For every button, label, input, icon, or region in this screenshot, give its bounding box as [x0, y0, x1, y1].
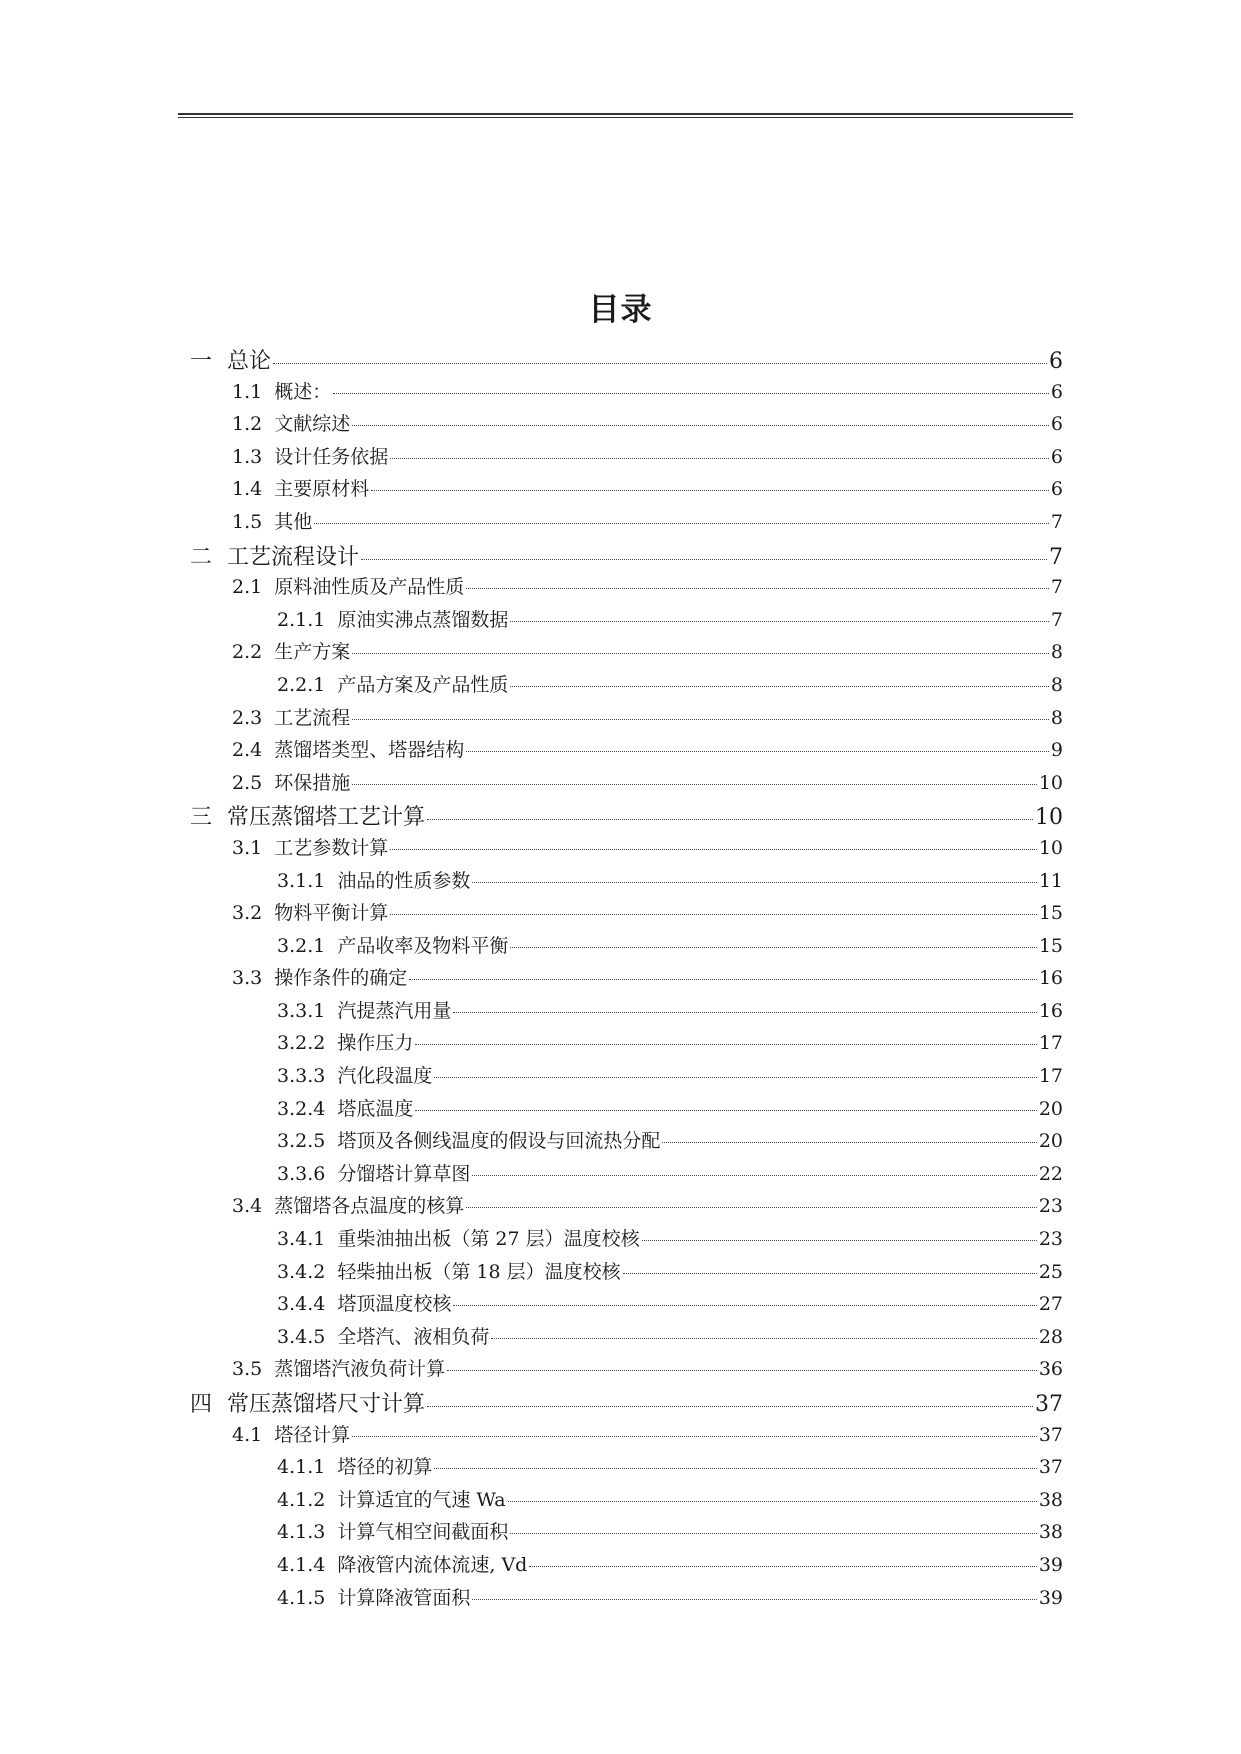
toc-page-number: 17 — [1038, 1032, 1063, 1055]
toc-dot-leader — [510, 621, 1049, 622]
toc-page-number: 8 — [1050, 641, 1063, 664]
toc-entry-title: 常压蒸馏塔尺寸计算 — [227, 1392, 426, 1417]
toc-dot-leader — [415, 1110, 1036, 1111]
toc-page-number: 36 — [1038, 1358, 1063, 1381]
toc-entry-number: 3.3.3 — [277, 1065, 326, 1088]
toc-dot-leader — [510, 947, 1036, 948]
toc-dot-leader — [434, 1077, 1036, 1078]
toc-entry-number: 二 — [190, 544, 213, 570]
toc-dot-leader — [314, 523, 1049, 524]
toc-page-number: 27 — [1038, 1293, 1063, 1316]
toc-dot-leader — [642, 1240, 1037, 1241]
toc-entry-title: 设计任务依据 — [274, 445, 389, 468]
toc-entry-title: 降液管内流体流速, Vd — [337, 1553, 528, 1576]
toc-page-number: 9 — [1050, 739, 1063, 762]
toc-dot-leader — [510, 1533, 1036, 1534]
toc-entry-number: 4.1.3 — [277, 1521, 326, 1544]
toc-entry-number: 一 — [190, 349, 213, 374]
toc-dot-leader — [623, 1273, 1037, 1274]
toc-entry[interactable] — [190, 409, 1063, 442]
toc-entry-number: 3.3.6 — [277, 1162, 326, 1185]
toc-entry[interactable] — [190, 1061, 1063, 1094]
toc-entry[interactable] — [190, 1550, 1063, 1583]
toc-entry-title: 计算适宜的气速 Wa — [337, 1488, 506, 1511]
toc-dot-leader — [510, 686, 1049, 687]
toc-entry[interactable] — [190, 1583, 1063, 1616]
toc-entry[interactable] — [190, 507, 1063, 540]
toc-entry-title: 汽提蒸汽用量 — [337, 999, 452, 1022]
toc-page-number: 37 — [1038, 1423, 1063, 1446]
toc-dot-leader — [390, 849, 1037, 850]
toc-entry[interactable] — [190, 931, 1063, 964]
toc-entry-number: 2.1 — [232, 576, 263, 599]
toc-dot-leader — [508, 1501, 1037, 1502]
toc-entry-title: 塔径计算 — [274, 1423, 351, 1446]
toc-entry-title: 塔径的初算 — [337, 1456, 433, 1479]
toc-entry-number: 2.2 — [232, 641, 263, 664]
toc-entry[interactable] — [190, 1517, 1063, 1550]
toc-entry[interactable] — [190, 735, 1063, 768]
toc-entry-number: 4.1.5 — [277, 1586, 326, 1609]
toc-dot-leader — [472, 1175, 1036, 1176]
toc-entry-title: 计算气相空间截面积 — [337, 1521, 509, 1544]
toc-entry-number: 四 — [190, 1392, 213, 1417]
toc-entry-number: 3.2.1 — [277, 934, 326, 957]
toc-page-number: 16 — [1038, 999, 1063, 1022]
toc-entry-number: 3.3 — [232, 967, 263, 990]
toc-dot-leader — [529, 1566, 1036, 1567]
toc-page-number: 39 — [1038, 1553, 1063, 1576]
toc-dot-leader — [409, 979, 1037, 980]
toc-dot-leader — [390, 458, 1049, 459]
toc-dot-leader — [427, 1406, 1033, 1407]
toc-entry-title: 轻柴抽出板（第 18 层）温度校核 — [337, 1260, 621, 1283]
toc-entry-title: 产品收率及物料平衡 — [337, 934, 509, 957]
toc-entry-number: 1.3 — [232, 445, 263, 468]
toc-entry-number: 1.2 — [232, 413, 263, 436]
toc-page-number: 6 — [1050, 380, 1063, 403]
toc-dot-leader — [453, 1012, 1036, 1013]
toc-entry[interactable] — [190, 377, 1063, 410]
toc-entry-number: 2.3 — [232, 706, 263, 729]
toc-page-number: 20 — [1038, 1130, 1063, 1153]
toc-page-number: 39 — [1038, 1586, 1063, 1609]
toc-entry[interactable] — [190, 1224, 1063, 1257]
toc-page-number: 15 — [1038, 902, 1063, 925]
toc-entry[interactable] — [190, 1028, 1063, 1061]
toc-entry-title: 工艺流程 — [274, 706, 351, 729]
toc-entry-number: 3.2.5 — [277, 1130, 326, 1153]
toc-page-number: 37 — [1035, 1392, 1063, 1417]
toc-page-number: 15 — [1038, 934, 1063, 957]
toc-page-number: 20 — [1038, 1097, 1063, 1120]
toc-entry[interactable] — [190, 344, 1063, 377]
toc-dot-leader — [371, 490, 1049, 491]
toc-page-number: 10 — [1038, 771, 1063, 794]
toc-page-number: 7 — [1050, 576, 1063, 599]
toc-dot-leader — [333, 393, 1049, 394]
toc-entry-number: 3.5 — [232, 1358, 263, 1381]
toc-entry-title: 主要原材料 — [274, 478, 370, 501]
toc-entry-number: 3.2.4 — [277, 1097, 326, 1120]
toc-entry[interactable] — [190, 1485, 1063, 1518]
toc-entry[interactable] — [190, 1159, 1063, 1192]
toc-dot-leader — [466, 588, 1049, 589]
toc-entry-title: 蒸馏塔汽液负荷计算 — [274, 1358, 446, 1381]
toc-entry-title: 蒸馏塔类型、塔器结构 — [274, 739, 465, 762]
toc-entry-title: 重柴油抽出板（第 27 层）温度校核 — [337, 1228, 640, 1251]
toc-dot-leader — [472, 882, 1036, 883]
toc-entry[interactable] — [190, 1191, 1063, 1224]
toc-entry-title: 生产方案 — [274, 641, 351, 664]
toc-entry-number: 4.1.2 — [277, 1488, 326, 1511]
toc-entry-title: 计算降液管面积 — [337, 1586, 471, 1609]
toc-entry[interactable] — [190, 1126, 1063, 1159]
toc-entry-number: 2.4 — [232, 739, 263, 762]
toc-page-number: 6 — [1050, 413, 1063, 436]
toc-entry-title: 操作条件的确定 — [274, 967, 408, 990]
toc-entry-title: 原料油性质及产品性质 — [274, 576, 465, 599]
toc-page-number: 6 — [1050, 445, 1063, 468]
toc-entry-number: 2.5 — [232, 771, 263, 794]
toc-page-number: 8 — [1050, 673, 1063, 696]
toc-dot-leader — [352, 719, 1049, 720]
toc-entry-title: 塔底温度 — [337, 1097, 414, 1120]
toc-entry-title: 产品方案及产品性质 — [337, 673, 509, 696]
toc-entry[interactable] — [190, 963, 1063, 996]
toc-entry-title: 塔顶及各侧线温度的假设与回流热分配 — [337, 1130, 661, 1153]
toc-page-number: 37 — [1038, 1456, 1063, 1479]
toc-page-number: 7 — [1049, 544, 1063, 570]
toc-entry[interactable] — [190, 703, 1063, 736]
toc-entry-number: 4.1.1 — [277, 1456, 326, 1479]
toc-page-number: 23 — [1038, 1228, 1063, 1251]
toc-entry-title: 总论 — [227, 349, 272, 374]
header-rule — [178, 113, 1073, 118]
toc-entry-number: 1.1 — [232, 380, 263, 403]
toc-entry[interactable] — [190, 1094, 1063, 1127]
toc-dot-leader — [466, 1207, 1037, 1208]
toc-entry-number: 3.2.2 — [277, 1032, 326, 1055]
toc-entry[interactable] — [190, 605, 1063, 638]
toc-entry-number: 3.4.4 — [277, 1293, 326, 1316]
toc-dot-leader — [662, 1142, 1036, 1143]
toc-dot-leader — [491, 1338, 1036, 1339]
toc-entry-number: 3.4 — [232, 1195, 263, 1218]
toc-entry-title: 油品的性质参数 — [337, 869, 471, 892]
toc-page-number: 38 — [1038, 1521, 1063, 1544]
toc-entry[interactable] — [190, 1257, 1063, 1290]
toc-entry-title: 文献综述 — [274, 413, 351, 436]
toc-dot-leader — [273, 363, 1047, 364]
toc-page-number: 28 — [1038, 1325, 1063, 1348]
toc-entry-title: 分馏塔计算草图 — [337, 1162, 471, 1185]
toc-page-number: 25 — [1038, 1260, 1063, 1283]
page-title: 目录 — [588, 292, 653, 328]
toc-dot-leader — [466, 751, 1049, 752]
toc-entry-number: 3.2 — [232, 902, 263, 925]
toc-page-number: 7 — [1050, 608, 1063, 631]
toc-entry-number: 2.2.1 — [277, 673, 326, 696]
toc-dot-leader — [390, 914, 1037, 915]
toc-page-number: 16 — [1038, 967, 1063, 990]
toc-entry-title: 工艺流程设计 — [227, 544, 360, 570]
toc-entry-number: 3.4.5 — [277, 1325, 326, 1348]
toc-entry-number: 三 — [190, 805, 213, 831]
toc-entry[interactable] — [190, 1452, 1063, 1485]
toc-entry[interactable] — [190, 800, 1063, 833]
toc-entry[interactable] — [190, 1420, 1063, 1453]
toc-dot-leader — [361, 559, 1047, 560]
toc-entry[interactable] — [190, 637, 1063, 670]
toc-page-number: 6 — [1049, 349, 1063, 374]
toc-dot-leader — [352, 653, 1049, 654]
toc-entry-title: 物料平衡计算 — [274, 902, 389, 925]
toc-dot-leader — [352, 784, 1037, 785]
toc-page-number: 7 — [1050, 510, 1063, 533]
toc-entry-title: 蒸馏塔各点温度的核算 — [274, 1195, 465, 1218]
toc-entry[interactable] — [190, 768, 1063, 801]
toc-page-number: 10 — [1035, 805, 1063, 831]
toc-entry-title: 塔顶温度校核 — [337, 1293, 452, 1316]
toc-entry[interactable] — [190, 442, 1063, 475]
toc-dot-leader — [472, 1599, 1036, 1600]
toc-entry-title: 常压蒸馏塔工艺计算 — [227, 805, 426, 831]
toc-dot-leader — [427, 819, 1033, 820]
toc-page-number: 8 — [1050, 706, 1063, 729]
toc-entry[interactable] — [190, 898, 1063, 931]
toc-entry-number: 2.1.1 — [277, 608, 326, 631]
toc-entry[interactable] — [190, 540, 1063, 573]
toc-entry-number: 3.4.2 — [277, 1260, 326, 1283]
toc-entry-title: 操作压力 — [337, 1032, 414, 1055]
toc-entry-title: 环保措施 — [274, 771, 351, 794]
toc-dot-leader — [453, 1305, 1036, 1306]
toc-page-number: 23 — [1038, 1195, 1063, 1218]
toc-entry[interactable] — [190, 833, 1063, 866]
toc-dot-leader — [352, 425, 1049, 426]
toc-entry-number: 1.4 — [232, 478, 263, 501]
toc-entry-title: 全塔汽、液相负荷 — [337, 1325, 490, 1348]
toc-entry-number: 3.1 — [232, 836, 263, 859]
toc-page-number: 11 — [1038, 869, 1063, 892]
toc-entry[interactable] — [190, 1289, 1063, 1322]
toc-page-number: 17 — [1038, 1065, 1063, 1088]
toc-dot-leader — [352, 1436, 1037, 1437]
toc-dot-leader — [447, 1370, 1037, 1371]
toc-entry[interactable] — [190, 1322, 1063, 1355]
toc-entry-title: 概述： — [274, 380, 332, 403]
toc-entry[interactable] — [190, 1354, 1063, 1387]
toc-entry-title: 原油实沸点蒸馏数据 — [337, 608, 509, 631]
toc-entry[interactable] — [190, 996, 1063, 1029]
toc-entry-number: 3.3.1 — [277, 999, 326, 1022]
toc-page-number: 10 — [1038, 836, 1063, 859]
toc-entry[interactable] — [190, 572, 1063, 605]
toc-entry-title: 工艺参数计算 — [274, 836, 389, 859]
toc-dot-leader — [434, 1468, 1036, 1469]
toc-entry[interactable] — [190, 866, 1063, 899]
toc-entry-title: 其他 — [274, 510, 313, 533]
toc-entry[interactable] — [190, 474, 1063, 507]
toc-entry-number: 3.1.1 — [277, 869, 326, 892]
toc-entry[interactable] — [190, 670, 1063, 703]
toc-entry-title: 汽化段温度 — [337, 1065, 433, 1088]
toc-entry-number: 3.4.1 — [277, 1228, 326, 1251]
table-of-contents — [190, 344, 1063, 1615]
toc-entry-number: 4.1 — [232, 1423, 263, 1446]
toc-page-number: 38 — [1038, 1488, 1063, 1511]
toc-page-number: 6 — [1050, 478, 1063, 501]
toc-dot-leader — [415, 1044, 1036, 1045]
toc-entry-number: 1.5 — [232, 510, 263, 533]
toc-page-number: 22 — [1038, 1162, 1063, 1185]
toc-entry-number: 4.1.4 — [277, 1553, 326, 1576]
toc-entry[interactable] — [190, 1387, 1063, 1420]
